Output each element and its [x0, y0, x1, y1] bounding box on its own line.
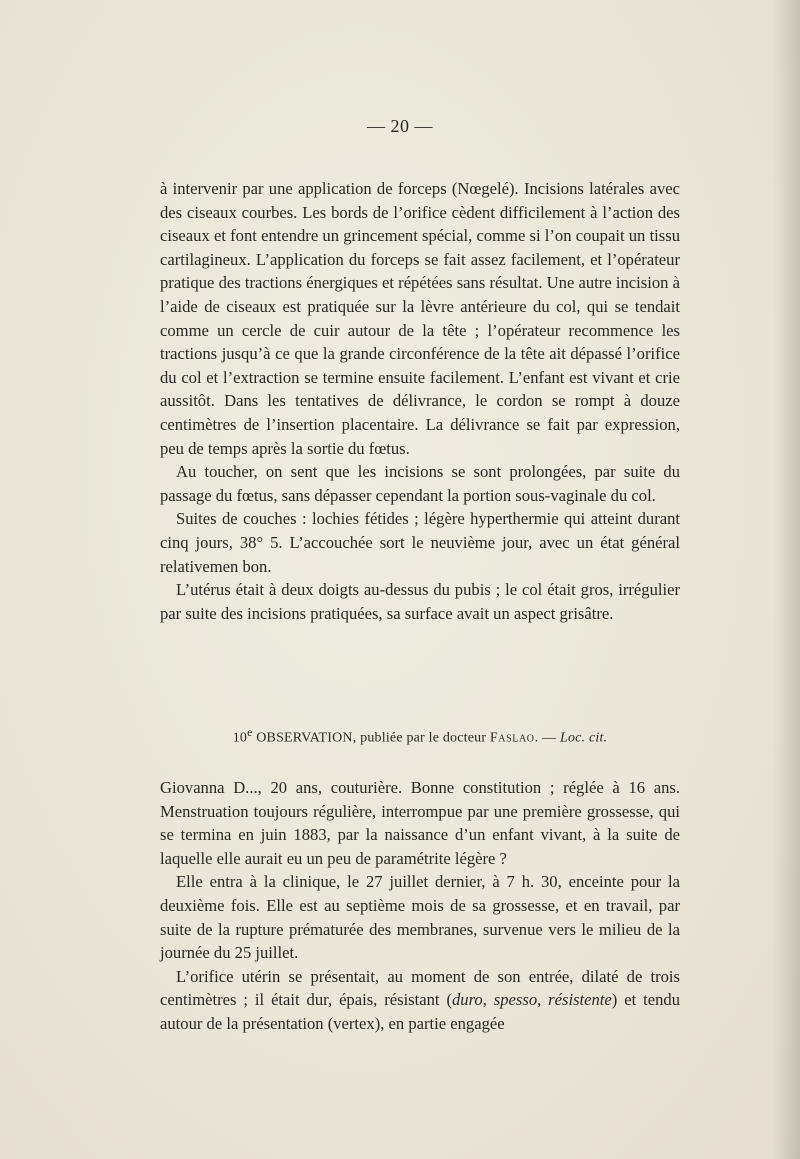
page-edge-shadow	[772, 0, 800, 1159]
paragraph: Elle entra à la clinique, le 27 juillet dernier, à 7 h. 30, enceinte pour la deuxième fois. Elle est au septième mois de sa grossesse, et en travail, par suite de la rupture prématurée des membranes, survenue vers le milieu de la journée du 25 juillet.	[160, 872, 680, 963]
paragraph: Giovanna D..., 20 ans, couturière. Bonne constitution ; réglée à 16 ans. Menstruation toujours régulière, interrompue par une première grossesse, qui se termina en juin 1883, par la naissance d’un enfant vivant, à la suite de laquelle elle aurait eu un peu de paramétrite légère ?	[160, 778, 680, 868]
observation-heading	[160, 726, 680, 747]
observation-number: 10	[232, 730, 248, 746]
paragraph: L’utérus était à deux doigts au-dessus du pubis ; le col était gros, irrégulier par suite des incisions pratiquées, sa surface avait un aspect grisâtre.	[160, 580, 680, 623]
paragraph: Au toucher, on sent que les incisions se sont prolongées, par suite du passage du fœtus, sans dépasser cependant la portion sous-vaginale du col.	[160, 462, 680, 505]
observation-byline: , publiée par le docteur	[352, 730, 490, 746]
paragraph-last	[160, 965, 680, 1036]
italic-quotation: duro, spesso, résistente	[451, 990, 612, 1010]
page-number: — 20 —	[367, 116, 433, 136]
paragraph-text: L’orifice utérin se présentait, au moment de son entrée, dilaté de trois centimètres ; il était dur, épais, résistant (	[160, 966, 680, 1010]
paragraph: à intervenir par une application de forceps (Nœgelé). Incisions latérales avec des ciseaux courbes. Les bords de l’orifice cèdent difficilement à l’action des ciseaux et font entendre un grincement spécial, comme si l’on coupait un tissu cartilagineux. L’application du forceps se fait assez facilement, et l’opérateur pratique des tractions énergiques et répétées sans résultat. Une autre incision à l’aide de ciseaux est pratiquée sur la lèvre antérieure du col, qui se tendait comme un cercle de cuir autour de la tête ; l’opérateur recommence les tractions jusqu’à ce que la grande circonférence de la tête ait dépassé l’orifice du col et l’extraction se termine ensuite facilement. L’enfant est vivant et crie aussitôt. Dans les tentatives de délivrance, le cordon se rompt à douze centimètres de l’insertion placentaire. La délivrance se fait par expression, peu de temps après la sortie du fœtus.	[160, 179, 680, 458]
observation-separator: . —	[534, 730, 560, 746]
observation-author: Faslao	[489, 730, 535, 746]
text-section-2	[160, 776, 680, 1036]
observation-reference: Loc. cit.	[559, 730, 608, 746]
paragraph-text: ) et tendu autour de la présentation (vertex), en partie engagée	[160, 990, 680, 1033]
text-section-1	[160, 177, 680, 625]
observation-number-suffix: e	[247, 726, 253, 739]
observation-title: OBSERVATION	[256, 730, 353, 746]
paragraph: Suites de couches : lochies fétides ; légère hyperthermie qui atteint durant cinq jours, 38° 5. L’accouchée sort le neuvième jour, avec un état général relativemen bon.	[160, 509, 680, 576]
